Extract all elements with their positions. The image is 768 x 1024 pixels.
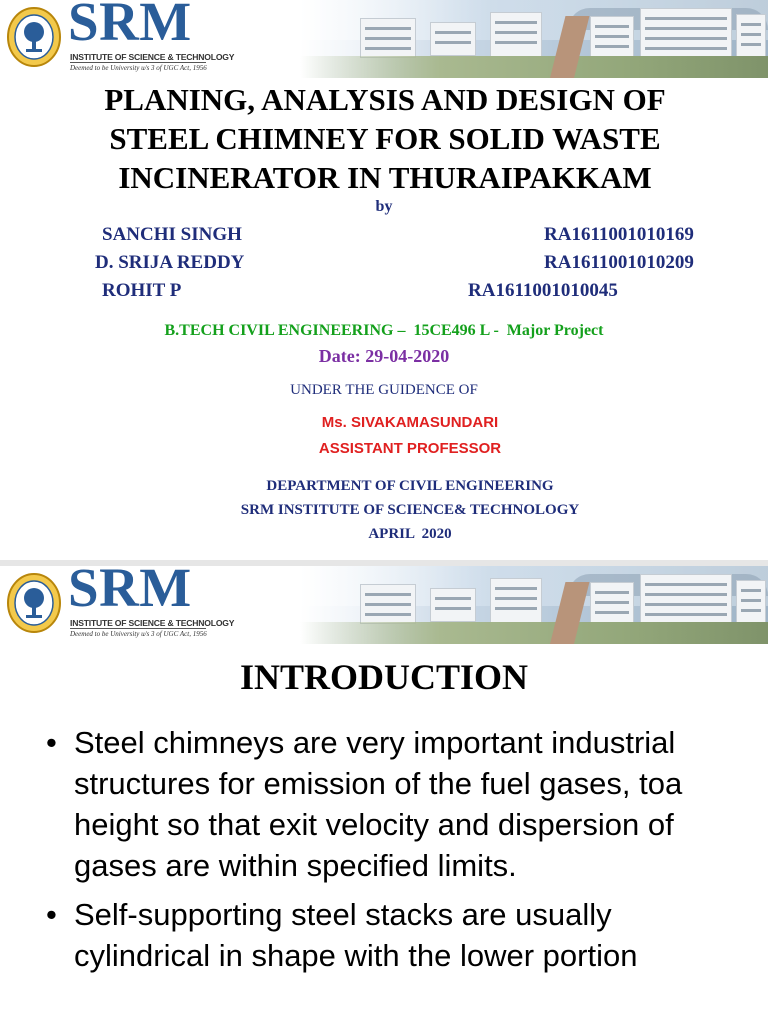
srm-tagline: Deemed to be University u/s 3 of UGC Act, 1956 <box>70 630 207 638</box>
student-reg-number: RA1611001010045 <box>468 280 618 301</box>
srm-tagline: Deemed to be University u/s 3 of UGC Act, 1956 <box>70 64 207 72</box>
srm-logo <box>2 566 235 642</box>
student-name: D. SRIJA REDDY <box>95 252 245 273</box>
introduction-slide <box>0 566 768 1024</box>
title-line: INCINERATOR IN THURAIPAKKAM <box>118 160 652 195</box>
student-name: SANCHI SINGH <box>102 224 242 245</box>
date-label: Date: <box>318 346 366 366</box>
section-heading: INTRODUCTION <box>239 657 529 697</box>
guide-name: Ms. SIVAKAMASUNDARI <box>321 414 499 431</box>
guidance-label: UNDER THE GUIDENCE OF <box>290 382 478 398</box>
bullet-list <box>0 722 768 984</box>
by-label: by <box>375 198 393 215</box>
campus-photo <box>300 0 768 78</box>
bullet-item: • Steel chimneys are very important industrial structures for emission of the fuel gases, toa height so that exit velocity and dispersion of gases are within specified limits. <box>0 722 768 886</box>
guide-title: ASSISTANT PROFESSOR <box>318 440 502 457</box>
srm-wordmark: SRM <box>68 0 192 52</box>
program-line: B.TECH CIVIL ENGINEERING – 15CE496 L - Major Project <box>164 322 604 339</box>
campus-photo <box>300 566 768 644</box>
date-line <box>0 346 768 367</box>
srm-subtitle: INSTITUTE OF SCIENCE & TECHNOLOGY <box>70 52 235 62</box>
date-value: 29-04-2020 <box>365 346 450 366</box>
university-seal-icon <box>6 572 62 634</box>
srm-subtitle: INSTITUTE OF SCIENCE & TECHNOLOGY <box>70 618 235 628</box>
student-name: ROHIT P <box>102 280 182 301</box>
university-seal-icon <box>6 6 62 68</box>
department-name: DEPARTMENT OF CIVIL ENGINEERING <box>266 478 554 494</box>
title-line: STEEL CHIMNEY FOR SOLID WASTE <box>109 121 661 156</box>
bullet-item: • Self-supporting steel stacks are usually cylindrical in shape with the lower portion <box>0 894 768 976</box>
institute-name: SRM INSTITUTE OF SCIENCE& TECHNOLOGY <box>240 502 580 518</box>
slide-header <box>0 566 768 644</box>
srm-logo <box>2 0 235 76</box>
title-line: PLANING, ANALYSIS AND DESIGN OF <box>104 82 666 117</box>
srm-wordmark: SRM <box>68 566 192 618</box>
submission-month: APRIL 2020 <box>368 526 452 542</box>
slide-header <box>0 0 768 78</box>
project-title <box>40 80 730 197</box>
student-reg-number: RA1611001010169 <box>544 224 694 245</box>
student-reg-number: RA1611001010209 <box>544 252 694 273</box>
